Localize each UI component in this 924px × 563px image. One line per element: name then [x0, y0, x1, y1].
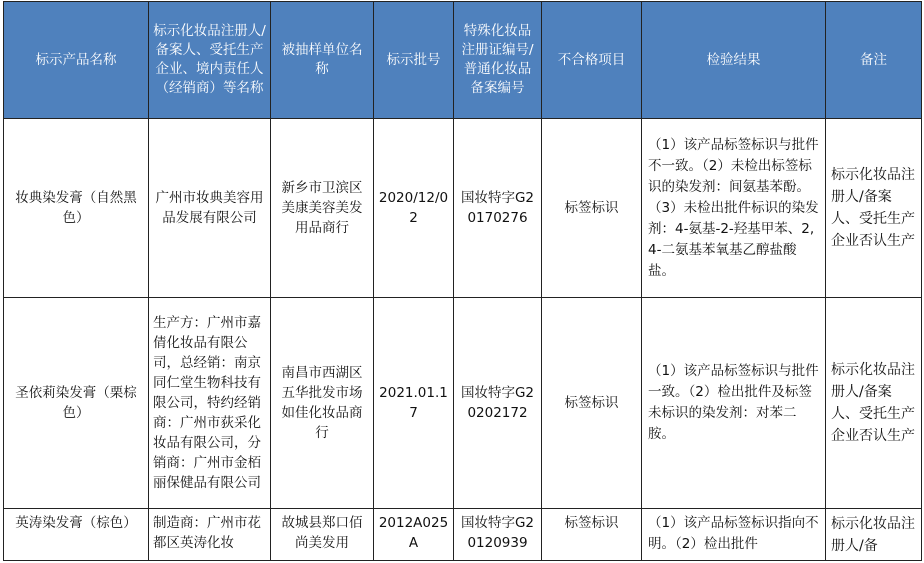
- cell-company: 制造商：广州市花都区英涛化妆: [149, 509, 271, 561]
- cell-failed-item: 标签标识: [542, 298, 642, 509]
- cell-company: 生产方：广州市嘉倩化妆品有限公司，总经销：南京同仁堂生物科技有限公司，特约经销商：广州市荻采化妆品有限公司，分销商：广州市金栢丽保健品有限公司: [149, 298, 271, 509]
- cell-notes: 标示化妆品注册人/备: [826, 509, 922, 561]
- header-batch: 标示批号: [374, 2, 454, 119]
- cell-company: 广州市妆典美容用品发展有限公司: [149, 119, 271, 298]
- cell-registration-no: 国妆特字G20170276: [454, 119, 542, 298]
- header-company: 标示化妆品注册人/备案人、受托生产企业、境内责任人（经销商）等名称: [149, 2, 271, 119]
- cell-batch: 2021.01.17: [374, 298, 454, 509]
- cell-sampled-unit: 新乡市卫滨区美康美容美发用品商行: [271, 119, 374, 298]
- cell-notes: 标示化妆品注册人/备案人、受托生产企业否认生产: [826, 119, 922, 298]
- cell-test-result: （1）该产品标签标识与批件一致。（2）检出批件及标签未标识的染发剂：对苯二胺。: [642, 298, 826, 509]
- cell-product-name: 英涛染发膏（棕色）: [4, 509, 149, 561]
- cell-sampled-unit: 南昌市西湖区五华批发市场如佳化妆品商行: [271, 298, 374, 509]
- table-row: [4, 298, 922, 509]
- header-registration-no: 特殊化妆品注册证编号/普通化妆品备案编号: [454, 2, 542, 119]
- cell-failed-item: 标签标识: [542, 119, 642, 298]
- inspection-table: [3, 1, 922, 561]
- cell-product-name: 妆典染发膏（自然黑色）: [4, 119, 149, 298]
- header-notes: 备注: [826, 2, 922, 119]
- table-row: [4, 119, 922, 298]
- cell-registration-no: 国妆特字G20120939: [454, 509, 542, 561]
- cell-registration-no: 国妆特字G20202172: [454, 298, 542, 509]
- table-row: [4, 509, 922, 561]
- cell-sampled-unit: 故城县郑口佰尚美发用: [271, 509, 374, 561]
- cell-test-result: （1）该产品标签标识指向不明。（2）检出批件: [642, 509, 826, 561]
- header-sampled-unit: 被抽样单位名称: [271, 2, 374, 119]
- cell-batch: 2020/12/02: [374, 119, 454, 298]
- cell-test-result: （1）该产品标签标识与批件不一致。（2）未检出标签标识的染发剂：间氨基苯酚。（3）未检出批件标识的染发剂：4-氨基-2-羟基甲苯、2,4-二氨基苯氧基乙醇盐酸盐。: [642, 119, 826, 298]
- cell-product-name: 圣依莉染发膏（栗棕色）: [4, 298, 149, 509]
- cell-notes: 标示化妆品注册人/备案人、受托生产企业否认生产: [826, 298, 922, 509]
- cell-batch: 2012A025A: [374, 509, 454, 561]
- header-test-result: 检验结果: [642, 2, 826, 119]
- table-header-row: [4, 2, 922, 119]
- cell-failed-item: 标签标识: [542, 509, 642, 561]
- header-product-name: 标示产品名称: [4, 2, 149, 119]
- header-failed-item: 不合格项目: [542, 2, 642, 119]
